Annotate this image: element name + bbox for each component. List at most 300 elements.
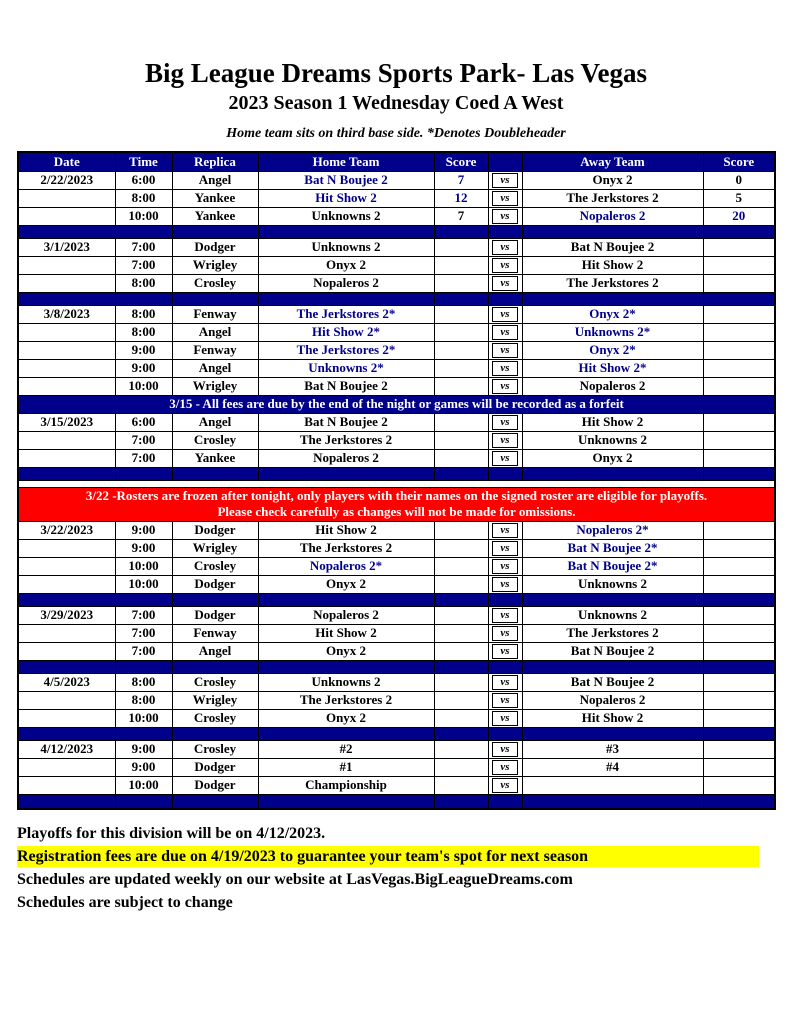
replica-cell: Angel bbox=[172, 171, 258, 189]
away-team-cell: Nopaleros 2 bbox=[522, 377, 703, 395]
vs-label: vs bbox=[492, 191, 518, 206]
home-team-cell: Bat N Boujee 2 bbox=[258, 413, 434, 431]
time-cell: 10:00 bbox=[115, 709, 172, 727]
separator-cell bbox=[258, 794, 434, 809]
separator-cell bbox=[18, 794, 115, 809]
time-cell: 9:00 bbox=[115, 521, 172, 539]
time-cell: 7:00 bbox=[115, 449, 172, 467]
separator-cell bbox=[18, 660, 115, 673]
game-row bbox=[18, 691, 775, 709]
replica-cell: Crosley bbox=[172, 557, 258, 575]
fees-banner-row bbox=[18, 395, 775, 413]
game-row bbox=[18, 359, 775, 377]
game-row bbox=[18, 606, 775, 624]
away-team-cell: Nopaleros 2 bbox=[522, 207, 703, 225]
date-cell bbox=[18, 758, 115, 776]
away-score-cell bbox=[703, 758, 775, 776]
vs-cell bbox=[488, 189, 522, 207]
away-score-cell bbox=[703, 256, 775, 274]
schedule-table-body bbox=[18, 171, 775, 809]
vs-cell bbox=[488, 606, 522, 624]
separator-cell bbox=[488, 593, 522, 606]
away-score-cell bbox=[703, 557, 775, 575]
date-cell: 3/1/2023 bbox=[18, 238, 115, 256]
page-footer bbox=[17, 823, 792, 913]
home-score-cell bbox=[434, 238, 488, 256]
vs-cell bbox=[488, 709, 522, 727]
game-row bbox=[18, 171, 775, 189]
away-team-cell: Hit Show 2 bbox=[522, 413, 703, 431]
home-team-cell: The Jerkstores 2 bbox=[258, 431, 434, 449]
home-team-cell: Hit Show 2 bbox=[258, 624, 434, 642]
separator-cell bbox=[18, 727, 115, 740]
replica-cell: Angel bbox=[172, 323, 258, 341]
separator-cell bbox=[434, 467, 488, 480]
col-header-date: Date bbox=[18, 152, 115, 171]
home-team-cell: Hit Show 2* bbox=[258, 323, 434, 341]
separator-cell bbox=[172, 794, 258, 809]
away-team-cell: Bat N Boujee 2 bbox=[522, 642, 703, 660]
gap-row bbox=[18, 480, 775, 487]
home-score-cell bbox=[434, 740, 488, 758]
separator-cell bbox=[703, 660, 775, 673]
game-row bbox=[18, 207, 775, 225]
away-team-cell: Bat N Boujee 2* bbox=[522, 539, 703, 557]
away-team-cell: Onyx 2 bbox=[522, 171, 703, 189]
time-cell: 8:00 bbox=[115, 189, 172, 207]
date-cell bbox=[18, 323, 115, 341]
away-team-cell: The Jerkstores 2 bbox=[522, 624, 703, 642]
away-score-cell bbox=[703, 341, 775, 359]
vs-cell bbox=[488, 539, 522, 557]
date-cell bbox=[18, 575, 115, 593]
vs-cell bbox=[488, 673, 522, 691]
time-cell: 9:00 bbox=[115, 740, 172, 758]
separator-cell bbox=[258, 292, 434, 305]
home-score-cell bbox=[434, 606, 488, 624]
away-team-cell: The Jerkstores 2 bbox=[522, 274, 703, 292]
separator-cell bbox=[488, 225, 522, 238]
separator-cell bbox=[172, 467, 258, 480]
schedule-table bbox=[17, 151, 776, 810]
separator-cell bbox=[703, 225, 775, 238]
game-row bbox=[18, 377, 775, 395]
time-cell: 9:00 bbox=[115, 359, 172, 377]
home-score-cell: 7 bbox=[434, 171, 488, 189]
replica-cell: Wrigley bbox=[172, 377, 258, 395]
vs-cell bbox=[488, 207, 522, 225]
date-cell: 3/15/2023 bbox=[18, 413, 115, 431]
time-cell: 10:00 bbox=[115, 377, 172, 395]
vs-label: vs bbox=[492, 608, 518, 623]
game-row bbox=[18, 238, 775, 256]
home-team-cell: Hit Show 2 bbox=[258, 521, 434, 539]
away-team-cell: The Jerkstores 2 bbox=[522, 189, 703, 207]
away-score-cell bbox=[703, 606, 775, 624]
home-team-cell: Unknowns 2 bbox=[258, 673, 434, 691]
vs-label: vs bbox=[492, 433, 518, 448]
home-score-cell bbox=[434, 449, 488, 467]
vs-label: vs bbox=[492, 760, 518, 775]
replica-cell: Dodger bbox=[172, 606, 258, 624]
roster-banner-text bbox=[18, 487, 775, 521]
time-cell: 7:00 bbox=[115, 642, 172, 660]
vs-label: vs bbox=[492, 307, 518, 322]
game-row bbox=[18, 341, 775, 359]
away-team-cell: Unknowns 2 bbox=[522, 431, 703, 449]
game-row bbox=[18, 323, 775, 341]
separator-cell bbox=[115, 467, 172, 480]
away-team-cell: Onyx 2* bbox=[522, 341, 703, 359]
away-score-cell bbox=[703, 691, 775, 709]
time-cell: 8:00 bbox=[115, 323, 172, 341]
game-row bbox=[18, 557, 775, 575]
separator-cell bbox=[258, 593, 434, 606]
home-team-cell: Unknowns 2 bbox=[258, 207, 434, 225]
footer-playoffs-note: Playoffs for this division will be on 4/12/2023. bbox=[17, 825, 326, 842]
away-score-cell bbox=[703, 323, 775, 341]
vs-cell bbox=[488, 642, 522, 660]
separator-cell bbox=[258, 660, 434, 673]
separator-cell bbox=[172, 593, 258, 606]
home-team-cell: Bat N Boujee 2 bbox=[258, 377, 434, 395]
time-cell: 9:00 bbox=[115, 539, 172, 557]
away-score-cell bbox=[703, 642, 775, 660]
home-score-cell bbox=[434, 341, 488, 359]
fees-banner-text: 3/15 - All fees are due by the end of the night or games will be recorded as a forfeit bbox=[18, 395, 775, 413]
home-team-cell: Onyx 2 bbox=[258, 575, 434, 593]
away-team-cell: Nopaleros 2 bbox=[522, 691, 703, 709]
date-cell bbox=[18, 776, 115, 794]
replica-cell: Wrigley bbox=[172, 256, 258, 274]
time-cell: 6:00 bbox=[115, 171, 172, 189]
home-team-cell: The Jerkstores 2 bbox=[258, 539, 434, 557]
home-score-cell bbox=[434, 431, 488, 449]
vs-label: vs bbox=[492, 711, 518, 726]
col-header-time: Time bbox=[115, 152, 172, 171]
vs-label: vs bbox=[492, 644, 518, 659]
replica-cell: Angel bbox=[172, 359, 258, 377]
separator-cell bbox=[434, 660, 488, 673]
vs-cell bbox=[488, 431, 522, 449]
separator-row bbox=[18, 593, 775, 606]
time-cell: 7:00 bbox=[115, 431, 172, 449]
date-cell bbox=[18, 377, 115, 395]
date-cell: 3/22/2023 bbox=[18, 521, 115, 539]
separator-cell bbox=[18, 467, 115, 480]
away-team-cell: Bat N Boujee 2 bbox=[522, 238, 703, 256]
game-row bbox=[18, 413, 775, 431]
home-score-cell bbox=[434, 642, 488, 660]
vs-cell bbox=[488, 274, 522, 292]
separator-cell bbox=[434, 292, 488, 305]
home-score-cell bbox=[434, 539, 488, 557]
time-cell: 8:00 bbox=[115, 673, 172, 691]
game-row bbox=[18, 673, 775, 691]
replica-cell: Fenway bbox=[172, 624, 258, 642]
home-team-cell: Nopaleros 2* bbox=[258, 557, 434, 575]
date-cell bbox=[18, 189, 115, 207]
home-score-cell: 12 bbox=[434, 189, 488, 207]
replica-cell: Fenway bbox=[172, 341, 258, 359]
separator-cell bbox=[434, 794, 488, 809]
home-team-cell: Onyx 2 bbox=[258, 709, 434, 727]
vs-cell bbox=[488, 758, 522, 776]
home-team-cell: #2 bbox=[258, 740, 434, 758]
separator-cell bbox=[488, 727, 522, 740]
game-row bbox=[18, 776, 775, 794]
home-team-cell: #1 bbox=[258, 758, 434, 776]
game-row bbox=[18, 431, 775, 449]
home-score-cell bbox=[434, 709, 488, 727]
vs-cell bbox=[488, 305, 522, 323]
gap-cell bbox=[18, 480, 775, 487]
vs-label: vs bbox=[492, 577, 518, 592]
home-score-cell bbox=[434, 256, 488, 274]
home-team-cell: Unknowns 2 bbox=[258, 238, 434, 256]
footer-registration-note: Registration fees are due on 4/19/2023 to guarantee your team's spot for next season bbox=[17, 846, 759, 867]
replica-cell: Angel bbox=[172, 413, 258, 431]
date-cell bbox=[18, 557, 115, 575]
replica-cell: Angel bbox=[172, 642, 258, 660]
separator-cell bbox=[522, 660, 703, 673]
date-cell bbox=[18, 256, 115, 274]
away-score-cell bbox=[703, 624, 775, 642]
separator-cell bbox=[172, 292, 258, 305]
separator-cell bbox=[172, 225, 258, 238]
replica-cell: Fenway bbox=[172, 305, 258, 323]
replica-cell: Crosley bbox=[172, 274, 258, 292]
vs-label: vs bbox=[492, 343, 518, 358]
separator-row bbox=[18, 794, 775, 809]
separator-cell bbox=[172, 660, 258, 673]
home-score-cell bbox=[434, 624, 488, 642]
home-score-cell bbox=[434, 521, 488, 539]
time-cell: 7:00 bbox=[115, 606, 172, 624]
schedule-note: Home team sits on third base side. *Denotes Doubleheader bbox=[226, 126, 566, 141]
replica-cell: Dodger bbox=[172, 776, 258, 794]
replica-cell: Wrigley bbox=[172, 691, 258, 709]
separator-cell bbox=[522, 727, 703, 740]
away-score-cell bbox=[703, 431, 775, 449]
vs-cell bbox=[488, 256, 522, 274]
vs-cell bbox=[488, 691, 522, 709]
col-header-away-score: Score bbox=[703, 152, 775, 171]
away-score-cell bbox=[703, 740, 775, 758]
game-row bbox=[18, 189, 775, 207]
date-cell bbox=[18, 539, 115, 557]
home-team-cell: Unknowns 2* bbox=[258, 359, 434, 377]
separator-cell bbox=[115, 727, 172, 740]
away-team-cell: #4 bbox=[522, 758, 703, 776]
replica-cell: Dodger bbox=[172, 521, 258, 539]
replica-cell: Yankee bbox=[172, 449, 258, 467]
game-row bbox=[18, 575, 775, 593]
separator-cell bbox=[258, 225, 434, 238]
game-row bbox=[18, 539, 775, 557]
vs-cell bbox=[488, 359, 522, 377]
vs-cell bbox=[488, 575, 522, 593]
home-score-cell bbox=[434, 673, 488, 691]
vs-cell bbox=[488, 171, 522, 189]
date-cell bbox=[18, 274, 115, 292]
home-score-cell bbox=[434, 691, 488, 709]
vs-cell bbox=[488, 449, 522, 467]
separator-cell bbox=[115, 292, 172, 305]
vs-label: vs bbox=[492, 451, 518, 466]
away-score-cell bbox=[703, 238, 775, 256]
time-cell: 8:00 bbox=[115, 305, 172, 323]
separator-cell bbox=[522, 467, 703, 480]
vs-label: vs bbox=[492, 675, 518, 690]
away-team-cell: Hit Show 2* bbox=[522, 359, 703, 377]
separator-cell bbox=[703, 593, 775, 606]
replica-cell: Yankee bbox=[172, 207, 258, 225]
date-cell: 2/22/2023 bbox=[18, 171, 115, 189]
date-cell: 3/8/2023 bbox=[18, 305, 115, 323]
vs-label: vs bbox=[492, 415, 518, 430]
vs-label: vs bbox=[492, 209, 518, 224]
vs-cell bbox=[488, 557, 522, 575]
away-score-cell bbox=[703, 575, 775, 593]
home-team-cell: Onyx 2 bbox=[258, 642, 434, 660]
game-row bbox=[18, 274, 775, 292]
time-cell: 9:00 bbox=[115, 341, 172, 359]
game-row bbox=[18, 521, 775, 539]
away-score-cell bbox=[703, 521, 775, 539]
away-score-cell bbox=[703, 539, 775, 557]
roster-banner-row bbox=[18, 487, 775, 521]
away-team-cell: Unknowns 2* bbox=[522, 323, 703, 341]
date-cell: 4/12/2023 bbox=[18, 740, 115, 758]
vs-label: vs bbox=[492, 276, 518, 291]
vs-cell bbox=[488, 341, 522, 359]
vs-label: vs bbox=[492, 693, 518, 708]
separator-cell bbox=[703, 467, 775, 480]
vs-label: vs bbox=[492, 778, 518, 793]
vs-cell bbox=[488, 521, 522, 539]
game-row bbox=[18, 642, 775, 660]
home-team-cell: Hit Show 2 bbox=[258, 189, 434, 207]
time-cell: 6:00 bbox=[115, 413, 172, 431]
page-header bbox=[0, 0, 792, 142]
home-score-cell bbox=[434, 776, 488, 794]
away-score-cell bbox=[703, 359, 775, 377]
away-score-cell: 0 bbox=[703, 171, 775, 189]
away-score-cell bbox=[703, 377, 775, 395]
vs-label: vs bbox=[492, 240, 518, 255]
separator-cell bbox=[172, 727, 258, 740]
away-team-cell bbox=[522, 776, 703, 794]
separator-cell bbox=[522, 225, 703, 238]
separator-cell bbox=[115, 225, 172, 238]
game-row bbox=[18, 709, 775, 727]
time-cell: 10:00 bbox=[115, 557, 172, 575]
home-score-cell bbox=[434, 758, 488, 776]
separator-row bbox=[18, 225, 775, 238]
date-cell bbox=[18, 709, 115, 727]
home-score-cell bbox=[434, 305, 488, 323]
replica-cell: Yankee bbox=[172, 189, 258, 207]
home-score-cell bbox=[434, 323, 488, 341]
vs-cell bbox=[488, 776, 522, 794]
away-score-cell bbox=[703, 776, 775, 794]
vs-label: vs bbox=[492, 379, 518, 394]
game-row bbox=[18, 256, 775, 274]
away-score-cell: 5 bbox=[703, 189, 775, 207]
separator-cell bbox=[18, 225, 115, 238]
separator-row bbox=[18, 467, 775, 480]
away-score-cell bbox=[703, 305, 775, 323]
date-cell bbox=[18, 359, 115, 377]
game-row bbox=[18, 624, 775, 642]
away-team-cell: Hit Show 2 bbox=[522, 256, 703, 274]
separator-cell bbox=[703, 292, 775, 305]
date-cell bbox=[18, 207, 115, 225]
away-team-cell: Onyx 2 bbox=[522, 449, 703, 467]
vs-cell bbox=[488, 413, 522, 431]
game-row bbox=[18, 758, 775, 776]
vs-label: vs bbox=[492, 559, 518, 574]
separator-cell bbox=[703, 794, 775, 809]
table-header-row bbox=[18, 152, 775, 171]
separator-cell bbox=[488, 467, 522, 480]
home-score-cell bbox=[434, 377, 488, 395]
home-score-cell bbox=[434, 413, 488, 431]
col-header-vs bbox=[488, 152, 522, 171]
away-score-cell bbox=[703, 709, 775, 727]
home-team-cell: Nopaleros 2 bbox=[258, 274, 434, 292]
vs-cell bbox=[488, 323, 522, 341]
date-cell bbox=[18, 624, 115, 642]
col-header-replica: Replica bbox=[172, 152, 258, 171]
away-score-cell bbox=[703, 673, 775, 691]
footer-website-note: Schedules are updated weekly on our website at LasVegas.BigLeagueDreams.com bbox=[17, 871, 573, 888]
away-team-cell: Hit Show 2 bbox=[522, 709, 703, 727]
separator-cell bbox=[258, 467, 434, 480]
away-score-cell bbox=[703, 274, 775, 292]
home-score-cell bbox=[434, 274, 488, 292]
time-cell: 7:00 bbox=[115, 624, 172, 642]
separator-cell bbox=[18, 292, 115, 305]
home-score-cell bbox=[434, 557, 488, 575]
separator-cell bbox=[115, 660, 172, 673]
game-row bbox=[18, 740, 775, 758]
vs-label: vs bbox=[492, 523, 518, 538]
page-title: Big League Dreams Sports Park- Las Vegas bbox=[144, 58, 648, 88]
vs-cell bbox=[488, 624, 522, 642]
away-team-cell: #3 bbox=[522, 740, 703, 758]
replica-cell: Wrigley bbox=[172, 539, 258, 557]
time-cell: 10:00 bbox=[115, 207, 172, 225]
vs-label: vs bbox=[492, 258, 518, 273]
separator-cell bbox=[258, 727, 434, 740]
time-cell: 7:00 bbox=[115, 256, 172, 274]
separator-cell bbox=[522, 593, 703, 606]
date-cell: 4/5/2023 bbox=[18, 673, 115, 691]
replica-cell: Dodger bbox=[172, 238, 258, 256]
game-row bbox=[18, 305, 775, 323]
time-cell: 8:00 bbox=[115, 274, 172, 292]
date-cell bbox=[18, 691, 115, 709]
vs-cell bbox=[488, 740, 522, 758]
home-team-cell: The Jerkstores 2* bbox=[258, 341, 434, 359]
date-cell bbox=[18, 341, 115, 359]
time-cell: 10:00 bbox=[115, 776, 172, 794]
date-cell bbox=[18, 642, 115, 660]
away-team-cell: Onyx 2* bbox=[522, 305, 703, 323]
replica-cell: Crosley bbox=[172, 709, 258, 727]
